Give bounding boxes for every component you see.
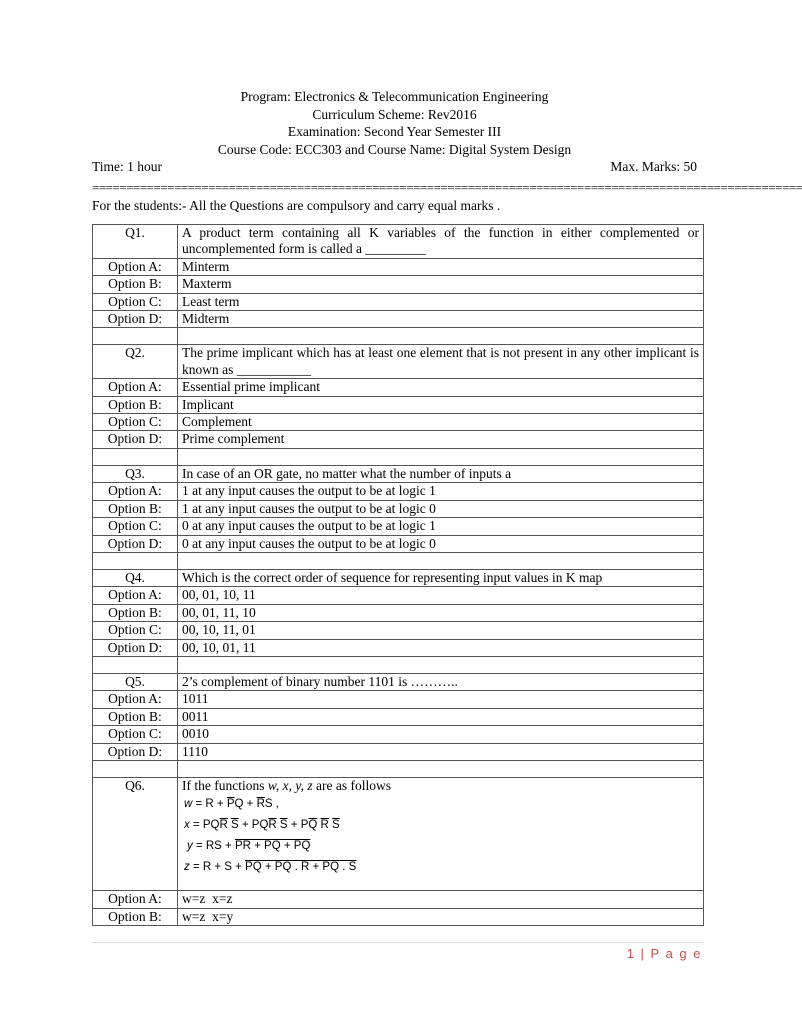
- spacer-cell: [178, 328, 704, 345]
- max-marks-label: Max. Marks: 50: [610, 159, 697, 174]
- question-number: Q1.: [93, 225, 178, 259]
- option-text: 00, 10, 01, 11: [178, 639, 704, 656]
- formula-z: z = R + S + PQ + PQ . R + PQ . S: [184, 861, 357, 874]
- option-row: [93, 500, 704, 517]
- option-text: 0 at any input causes the output to be at logic 1: [178, 518, 704, 535]
- time-marks-row: [92, 158, 697, 176]
- option-label: Option D:: [93, 743, 178, 760]
- instructions: For the students:- All the Questions are compulsory and carry equal marks .: [92, 198, 501, 213]
- option-label: Option D:: [93, 535, 178, 552]
- option-row: [93, 535, 704, 552]
- question-text: The prime implicant which has at least one element that is not present in any other implicant is known as ___________: [178, 345, 704, 379]
- option-text: 1 at any input causes the output to be at logic 0: [178, 500, 704, 517]
- option-label: Option C:: [93, 414, 178, 431]
- option-text: 0 at any input causes the output to be at logic 0: [178, 535, 704, 552]
- option-text: w=z x=y: [178, 908, 704, 925]
- spacer-row: [93, 448, 704, 465]
- exam-header: [92, 88, 697, 176]
- option-text: 1011: [178, 691, 704, 708]
- option-text: Minterm: [178, 258, 704, 275]
- option-label: Option C:: [93, 293, 178, 310]
- option-row: [93, 639, 704, 656]
- spacer-cell: [178, 448, 704, 465]
- option-label: Option D:: [93, 311, 178, 328]
- option-text: 00, 10, 11, 01: [178, 622, 704, 639]
- question-row: [93, 465, 704, 482]
- option-text: 1110: [178, 743, 704, 760]
- option-text: 0011: [178, 708, 704, 725]
- option-label: Option D:: [93, 431, 178, 448]
- option-row: [93, 604, 704, 621]
- option-row: [93, 691, 704, 708]
- option-row: [93, 379, 704, 396]
- question-text: 2’s complement of binary number 1101 is ………..: [178, 673, 704, 690]
- option-text: 0010: [178, 726, 704, 743]
- question-table: [92, 224, 704, 926]
- question-number: Q5.: [93, 673, 178, 690]
- option-row: [93, 414, 704, 431]
- option-text: Complement: [178, 414, 704, 431]
- question-row: [93, 569, 704, 586]
- option-text: 00, 01, 11, 10: [178, 604, 704, 621]
- question-row: [93, 777, 704, 890]
- option-text: w=z x=z: [178, 891, 704, 908]
- option-label: Option A:: [93, 258, 178, 275]
- spacer-cell: [178, 760, 704, 777]
- spacer-cell: [93, 760, 178, 777]
- program-line: Program: Electronics & Telecommunication Engineering: [240, 89, 549, 104]
- option-row: [93, 311, 704, 328]
- question-text: Which is the correct order of sequence for representing input values in K map: [178, 569, 704, 586]
- option-row: [93, 483, 704, 500]
- option-row: [93, 518, 704, 535]
- option-label: Option B:: [93, 500, 178, 517]
- page-number: 1 | P a g e: [626, 946, 702, 961]
- question-number: Q3.: [93, 465, 178, 482]
- question-text: If the functions w, x, y, z are as follows: [182, 777, 391, 793]
- formula-x: $x = PQ\overline{R}$ $\overline{S} + PQ\overline{R}$ $\overline{S} + P\overline{Q}$ $\overline{R}$ $\overline{S}$: [184, 819, 340, 832]
- q6-block: [93, 777, 704, 925]
- option-row: [93, 276, 704, 293]
- scheme-line: Curriculum Scheme: Rev2016: [312, 106, 477, 122]
- option-label: Option B:: [93, 276, 178, 293]
- option-label: Option B:: [93, 708, 178, 725]
- spacer-cell: [178, 552, 704, 569]
- option-row: [93, 431, 704, 448]
- question-text-cell: [178, 777, 704, 890]
- formula-w: $w = R + \overline{P}Q + \overline{R}S$ ,: [184, 798, 279, 811]
- footer-divider: [92, 942, 704, 943]
- question-number: Q4.: [93, 569, 178, 586]
- question-text: In case of an OR gate, no matter what the number of inputs a: [178, 465, 704, 482]
- spacer-cell: [93, 552, 178, 569]
- option-row: [93, 258, 704, 275]
- option-row: [93, 726, 704, 743]
- question-row: [93, 225, 704, 259]
- option-label: Option B:: [93, 908, 178, 925]
- spacer-cell: [93, 448, 178, 465]
- formula-y: y = RS + PR + PQ + PQ: [187, 840, 311, 853]
- option-label: Option B:: [93, 604, 178, 621]
- question-row: [93, 673, 704, 690]
- spacer-cell: [93, 656, 178, 673]
- option-row: [93, 908, 704, 925]
- option-text: 1 at any input causes the output to be at logic 1: [178, 483, 704, 500]
- option-text: Essential prime implicant: [178, 379, 704, 396]
- spacer-cell: [178, 656, 704, 673]
- spacer-row: [93, 328, 704, 345]
- option-text: Prime complement: [178, 431, 704, 448]
- exam-line: Examination: Second Year Semester III: [287, 124, 502, 139]
- option-text: Least term: [178, 293, 704, 310]
- option-label: Option A:: [93, 691, 178, 708]
- option-label: Option A:: [93, 379, 178, 396]
- spacer-row: [93, 656, 704, 673]
- question-number: Q2.: [93, 345, 178, 379]
- option-label: Option C:: [93, 726, 178, 743]
- option-label: Option D:: [93, 639, 178, 656]
- option-row: [93, 891, 704, 908]
- option-row: [93, 293, 704, 310]
- option-row: [93, 587, 704, 604]
- option-text: Implicant: [178, 396, 704, 413]
- question-number: Q6.: [93, 777, 178, 890]
- option-label: Option C:: [93, 518, 178, 535]
- option-row: [93, 743, 704, 760]
- time-label: Time: 1 hour: [92, 159, 163, 174]
- option-text: 00, 01, 10, 11: [178, 587, 704, 604]
- option-row: [93, 396, 704, 413]
- option-label: Option A:: [93, 483, 178, 500]
- question-row: [93, 345, 704, 379]
- option-label: Option A:: [93, 587, 178, 604]
- option-row: [93, 622, 704, 639]
- option-label: Option A:: [93, 891, 178, 908]
- option-label: Option C:: [93, 622, 178, 639]
- question-text: A product term containing all K variables of the function in either complemented or uncomplemented form is called a _________: [178, 225, 704, 259]
- option-label: Option B:: [93, 396, 178, 413]
- option-text: Midterm: [178, 311, 704, 328]
- course-line: Course Code: ECC303 and Course Name: Digital System Design: [217, 141, 572, 157]
- separator-rule: ========================================================================================================: [92, 180, 802, 195]
- spacer-row: [93, 552, 704, 569]
- spacer-cell: [93, 328, 178, 345]
- option-row: [93, 708, 704, 725]
- option-text: Maxterm: [178, 276, 704, 293]
- spacer-row: [93, 760, 704, 777]
